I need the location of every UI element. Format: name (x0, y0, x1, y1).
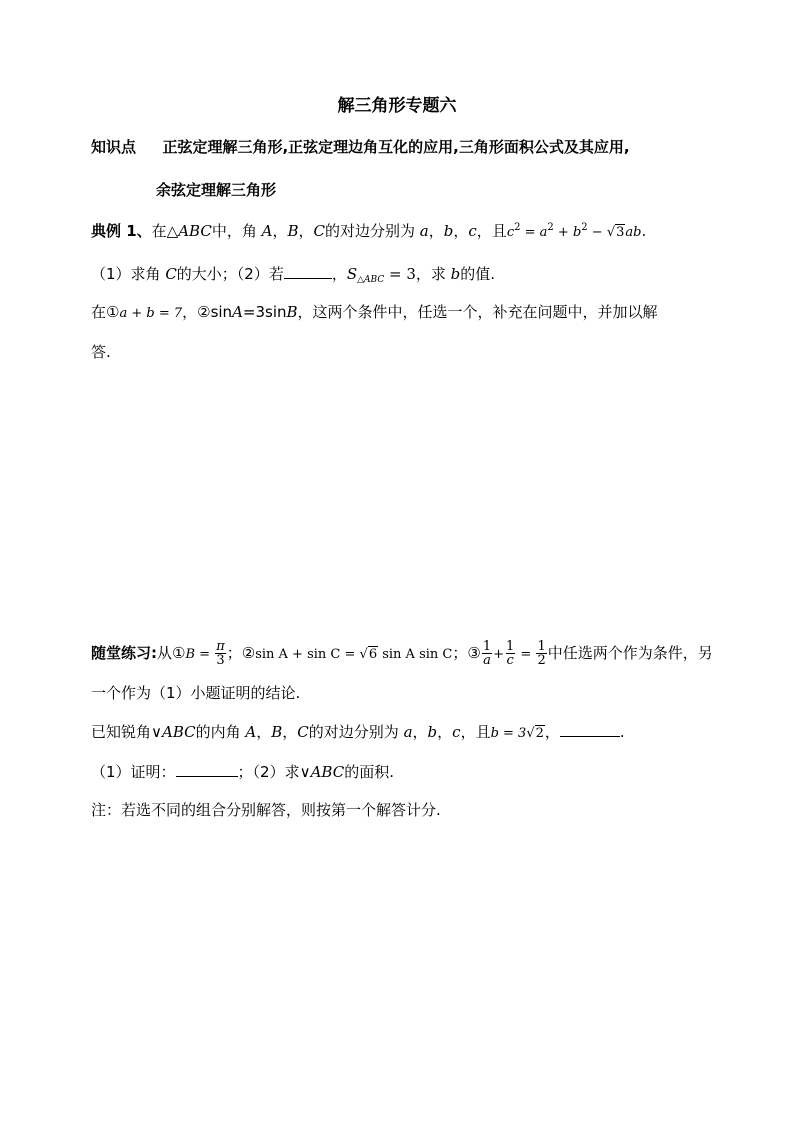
sqrt-radicand: 2 (535, 726, 544, 741)
eq-sign: + (493, 647, 505, 662)
answer-blank[interactable] (284, 264, 332, 279)
knowledge-line-2: 余弦定理解三角形 (156, 181, 277, 199)
sqrt-radicand: 3 (616, 225, 625, 240)
var-a: a (403, 723, 413, 741)
knowledge-label: 知识点 (91, 138, 137, 156)
var-c: c (468, 222, 477, 240)
sqrt-2: √2 (526, 726, 544, 741)
practice-text: ， (544, 723, 560, 741)
question-text: （1）求角 (91, 265, 166, 283)
var-B: B (185, 647, 196, 662)
practice-line-4 (91, 762, 394, 782)
triangle-abc: ABC (178, 222, 212, 240)
frac-num: 1 (482, 639, 492, 654)
example1-conditions-end: 答. (91, 343, 111, 361)
question-text: 的大小；（2）若 (176, 265, 284, 283)
condition-text: ，这两个条件中，任选一个，补充在问题中，并加以解 (297, 303, 658, 321)
eq-sign: + (553, 225, 573, 240)
frac-den: a (483, 653, 491, 668)
practice-label: 随堂练习: (91, 644, 157, 662)
fraction-1-over-c (505, 640, 515, 667)
practice-text: （1）证明： (91, 763, 176, 781)
eq-c: c (506, 225, 515, 240)
var-B: B (271, 723, 283, 741)
practice-text: 的面积. (344, 763, 394, 781)
var-C: C (165, 265, 177, 283)
var-b: b (427, 723, 438, 741)
var-c: c (452, 723, 461, 741)
practice-text: 从① (157, 644, 186, 662)
area-value: = 3 (384, 265, 416, 283)
fraction-1-over-a (482, 640, 492, 667)
condition-text: ，②sin (182, 303, 233, 321)
var-A: A (232, 303, 243, 321)
practice-text: 的对边分别为 (308, 723, 404, 741)
practice-text: 中任选两个作为条件，另 (547, 644, 713, 662)
practice-note: 注：若选不同的组合分别解答，则按第一个解答计分. (91, 801, 441, 819)
eq-sign: − (587, 225, 607, 240)
example1-conditions (91, 302, 658, 324)
var-a: a (419, 222, 429, 240)
sqrt-6: √6 (359, 647, 378, 662)
frac-num: π (216, 639, 225, 654)
eq-sign: = (516, 647, 536, 662)
eq-a: a (539, 225, 548, 240)
frac-num: 1 (506, 639, 515, 654)
example1-label: 典例 1、 (91, 222, 152, 240)
knowledge-text-1: 正弦定理解三角形,正弦定理边角互化的应用,三角形面积公式及其应用, (162, 138, 630, 156)
frac-den: c (506, 653, 514, 668)
fraction-pi-over-3 (215, 640, 226, 667)
condition-text: =3sin (242, 303, 287, 321)
practice-text: . (619, 723, 625, 741)
area-subscript: △ABC (357, 275, 385, 285)
var-C: C (313, 222, 326, 240)
question-text: 的值. (460, 265, 496, 283)
eq-sign: = (520, 225, 540, 240)
practice-text: 已知锐角∨ (91, 723, 162, 741)
question-text: ， (331, 265, 347, 283)
cosine-equation: $c^2 = a^2 + b^2 - √3ab$ (507, 225, 642, 240)
var-B: B (287, 222, 299, 240)
frac-num: 1 (537, 639, 546, 654)
condition-1: a + b = 7 (119, 306, 183, 321)
sine-product: sin A sin C (378, 647, 453, 662)
example1-line-1: 典例 1、在△ABC中，角 A，B，C的对边分别为 a，b，c，且$c^2 = a^2 + b^2 - √3ab$. (91, 221, 646, 243)
example1-text: . (641, 222, 647, 240)
var-B: B (286, 303, 298, 321)
frac-den: 3 (216, 653, 225, 668)
page-title: 解三角形专题六 (337, 96, 457, 116)
eq-b: b (572, 225, 582, 240)
eq-sign: = (195, 647, 215, 662)
knowledge-line-1 (91, 137, 630, 157)
area-S: S (346, 265, 358, 283)
practice-text: ；③ (452, 644, 481, 662)
example1-question (91, 264, 495, 284)
practice-text: 的内角 (195, 723, 246, 741)
triangle-abc: ABC (161, 723, 196, 741)
question-text: ，求 (415, 265, 451, 283)
b-equation: b = 3 (490, 726, 527, 741)
eq-ab: ab (625, 225, 642, 240)
practice-text: ；（2）求∨ (237, 763, 311, 781)
var-b: b (450, 265, 461, 283)
example1-text: 的对边分别为 (325, 222, 420, 240)
condition-text: 在① (91, 303, 120, 321)
practice-line-2: 一个作为（1）小题证明的结论. (91, 684, 301, 702)
example1-text: 在△ (151, 222, 179, 240)
example1-text: ，且 (476, 222, 507, 240)
frac-den: 2 (537, 653, 546, 668)
practice-text: ，且 (460, 723, 491, 741)
triangle-abc: ABC (310, 763, 345, 781)
example1-text: 中，角 (211, 222, 262, 240)
answer-blank[interactable] (176, 762, 238, 777)
var-C: C (297, 723, 309, 741)
practice-line-3: 已知锐角∨ABC的内角 A，B，C的对边分别为 a，b，c，且b = 3√2， . (91, 722, 625, 744)
var-A: A (245, 723, 257, 741)
fraction-1-over-2 (536, 640, 546, 667)
practice-text: ；② (226, 644, 256, 662)
sine-equation: sin A + sin C = (255, 647, 360, 662)
sqrt-3: √3 (606, 225, 625, 240)
sqrt-radicand: 6 (368, 647, 378, 662)
var-b: b (443, 222, 454, 240)
answer-blank[interactable] (560, 722, 620, 737)
var-A: A (261, 222, 273, 240)
practice-line-1 (91, 640, 713, 667)
